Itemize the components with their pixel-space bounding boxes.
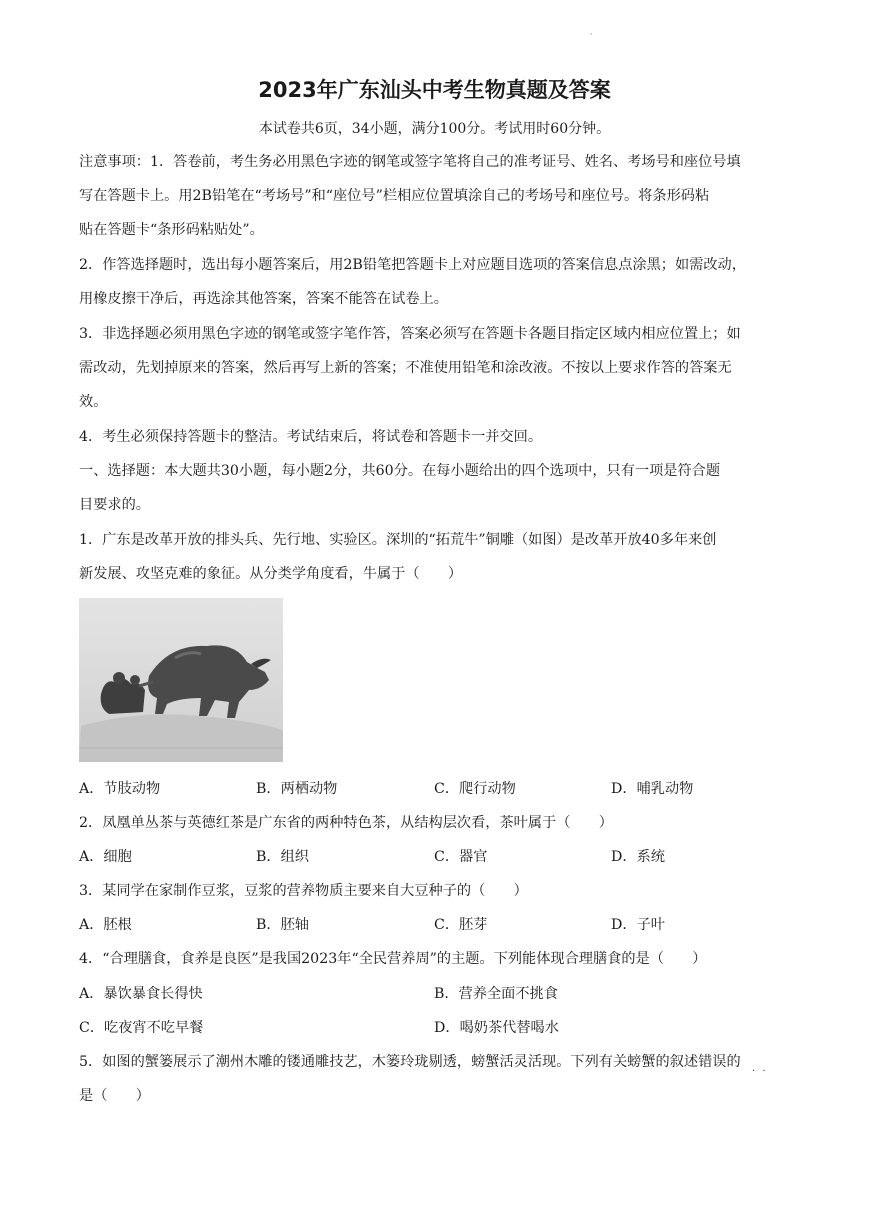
exam-info: 本试卷共6页，34小题，满分100分。考试用时60分钟。 [258,121,611,137]
option-c: C．吃夜宵不吃早餐 [79,1020,204,1036]
emphasis-dots: · · [752,1066,768,1077]
option-b: B．组织 [256,849,309,865]
notice-line: 4．考生必须保持答题卡的整洁。考试结束后，将试卷和答题卡一并交回。 [79,429,543,445]
notice-line: 用橡皮擦干净后，再选涂其他答案，答案不能答在试卷上。 [79,291,448,307]
option-b: B．胚轴 [256,917,309,933]
notice-line: 效。 [79,394,108,410]
corner-dot: · [590,30,593,39]
option-a: A．细胞 [79,849,132,865]
question-1-stem: 1．广东是改革开放的排头兵、先行地、实验区。深圳的“拓荒牛”铜雕（如图）是改革开放40多年来创 [79,532,717,548]
question-3-stem: 3．某同学在家制作豆浆，豆浆的营养物质主要来自大豆种子的（ ） [79,883,528,899]
question-1-stem: 新发展、攻坚克难的象征。从分类学角度看，牛属于（ ） [79,566,463,582]
option-c: C．爬行动物 [434,781,516,797]
question-2-stem: 2．凤凰单丛茶与英德红茶是广东省的两种特色茶，从结构层次看，茶叶属于（ ） [79,815,613,831]
option-d: D．哺乳动物 [611,781,694,797]
question-4-stem: 4．“合理膳食，食养是良医”是我国2023年“全民营养周”的主题。下列能体现合理膳食的是（ ） [79,951,707,967]
page-title: 2023年广东汕头中考生物真题及答案 [258,78,611,102]
option-d: D．系统 [611,849,665,865]
option-b: B．营养全面不挑食 [434,986,558,1002]
option-a: A．胚根 [79,917,132,933]
notice-line: 写在答题卡上。用2B铅笔在“考场号”和“座位号”栏相应位置填涂自己的考场号和座位号。将条形码粘 [79,188,710,204]
option-c: C．胚芽 [434,917,488,933]
notice-line: 贴在答题卡“条形码粘贴处”。 [79,222,264,238]
bull-sculpture-image [79,598,283,762]
option-d: D．子叶 [611,917,665,933]
notice-line: 3．非选择题必须用黑色字迹的钢笔或签字笔作答，答案必须写在答题卡各题目指定区域内相应位置上；如 [79,326,741,342]
notice-line: 需改动，先划掉原来的答案，然后再写上新的答案；不准使用铅笔和涂改液。不按以上要求作答的答案无 [79,360,732,376]
question-5-stem: 是（ ） [79,1088,150,1104]
option-b: B．两栖动物 [256,781,338,797]
section-heading: 目要求的。 [79,497,150,513]
notice-line: 注意事项：1．答卷前，考生务必用黑色字迹的钢笔或签字笔将自己的准考证号、姓名、考场号和座位号填 [79,154,741,170]
option-a: A．节肢动物 [79,781,161,797]
option-d: D．喝奶茶代替喝水 [434,1020,559,1036]
question-5-stem: 5．如图的蟹篓展示了潮州木雕的镂通雕技艺，木篓玲珑剔透，螃蟹活灵活现。下列有关螃蟹的叙述错误的 [79,1054,741,1070]
section-heading: 一、选择题：本大题共30小题，每小题2分，共60分。在每小题给出的四个选项中，只有一项是符合题 [79,463,721,479]
notice-line: 2．作答选择题时，选出每小题答案后，用2B铅笔把答题卡上对应题目选项的答案信息点涂黑；如需改动， [79,257,746,273]
option-c: C．器官 [434,849,488,865]
option-a: A．暴饮暴食长得快 [79,986,203,1002]
